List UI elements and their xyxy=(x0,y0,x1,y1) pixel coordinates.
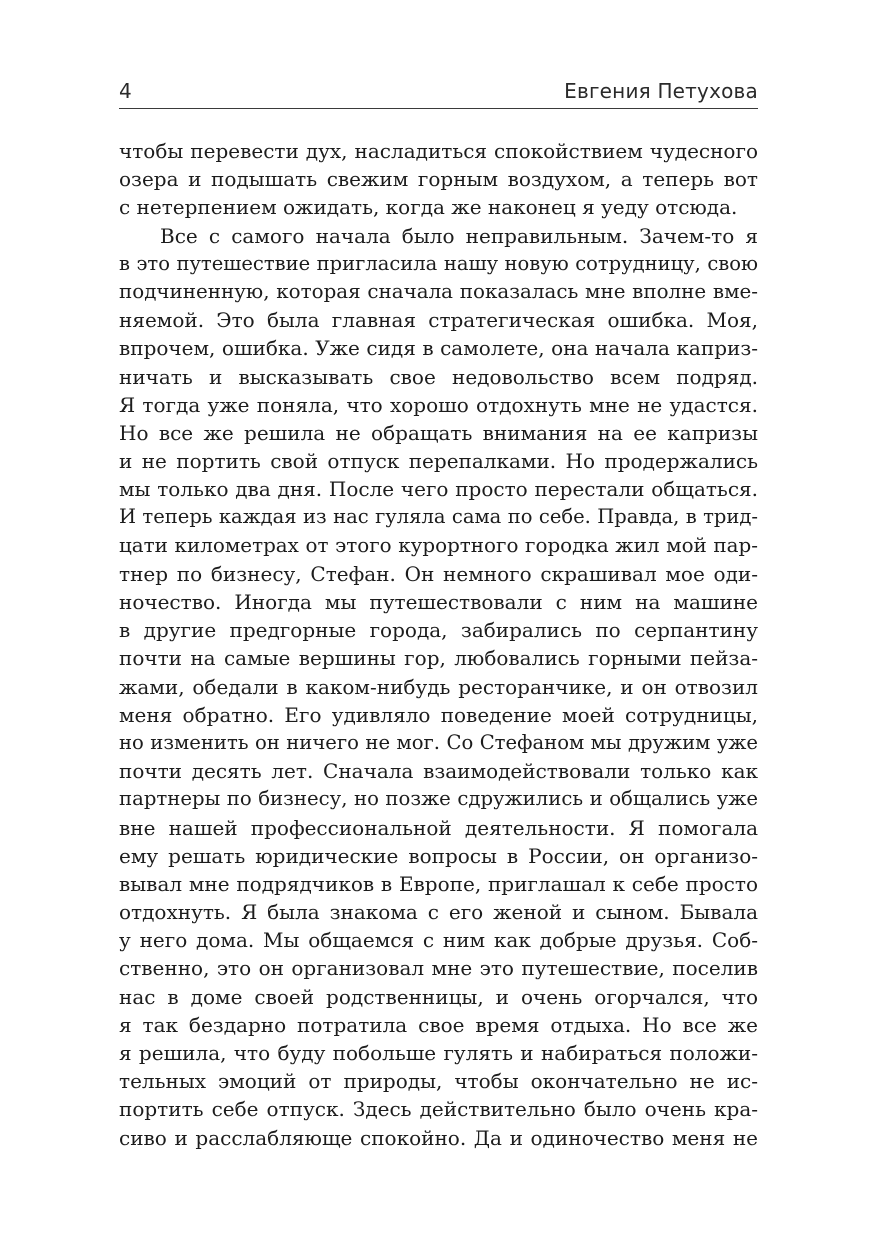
text-line: тельных эмоций от природы, чтобы окончательно не ис- xyxy=(119,1069,758,1094)
text-line: ночество. Иногда мы путешествовали с ним на машине xyxy=(119,590,758,614)
text-line: с нетерпением ожидать, когда же наконец я уеду отсюда. xyxy=(119,195,738,220)
text-line: почти на самые вершины гор, любовались горными пейза- xyxy=(119,646,758,671)
text-line: партнеры по бизнесу, но позже сдружились и общались уже xyxy=(119,787,758,811)
text-line: цати километрах от этого курортного городка жил мой пар- xyxy=(119,533,758,557)
text-line: меня обратно. Его удивляло поведение моей сотрудницы, xyxy=(119,702,758,727)
header-rule xyxy=(119,108,758,109)
paragraph-1 xyxy=(119,137,758,222)
text-line: ничать и высказывать свое недовольство всем подряд. xyxy=(119,364,758,389)
text-line: ему решать юридические вопросы в России, он организо- xyxy=(119,843,758,868)
text-line: портить себе отпуск. Здесь действительно было очень кра- xyxy=(119,1097,758,1122)
text-line: у него дома. Мы общаемся с ним как добрые друзья. Соб- xyxy=(119,928,758,953)
text-line: подчиненную, которая сначала показалась мне вполне вме- xyxy=(119,279,758,303)
text-line: жами, обедали в каком-нибудь ресторанчике, и он отвозил xyxy=(119,674,758,699)
text-line: я так бездарно потратила свое время отдыха. Но все же xyxy=(119,1012,758,1037)
text-line: тнер по бизнесу, Стефан. Он немного скрашивал мое оди- xyxy=(119,561,758,586)
text-line: в это путешествие пригласила нашу новую сотрудницу, свою xyxy=(119,251,758,275)
text-line: ственно, это он организовал мне это путешествие, поселив xyxy=(119,956,758,981)
text-line: отдохнуть. Я была знакома с его женой и сыном. Бывала xyxy=(119,900,758,925)
text-line: но изменить он ничего не мог. Со Стефаном мы дружим уже xyxy=(119,730,758,754)
paragraph-2 xyxy=(119,222,758,1152)
text-line: И теперь каждая из нас гуляла сама по себе. Правда, в трид- xyxy=(119,505,758,529)
text-line: мы только два дня. После чего просто перестали общаться. xyxy=(119,477,758,502)
text-line: Я тогда уже поняла, что хорошо отдохнуть мне не удастся. xyxy=(119,392,758,417)
text-line: почти десять лет. Сначала взаимодействовали только как xyxy=(119,759,758,784)
running-head-author: Евгения Петухова xyxy=(564,79,758,103)
text-line: впрочем, ошибка. Уже сидя в самолете, она начала каприз- xyxy=(119,336,758,361)
text-line: Но все же решила не обращать внимания на ее капризы xyxy=(119,420,758,445)
page-number: 4 xyxy=(119,79,132,103)
running-head xyxy=(119,78,758,104)
text-line: вывал мне подрядчиков в Европе, приглашал к себе просто xyxy=(119,871,758,896)
body-text xyxy=(119,137,758,1152)
text-line: чтобы перевести дух, насладиться спокойствием чудесного xyxy=(119,139,758,163)
text-line: и не портить свой отпуск перепалками. Но продержались xyxy=(119,449,758,474)
text-line: в другие предгорные города, забирались по серпантину xyxy=(119,618,758,643)
text-line: сиво и расслабляюще спокойно. Да и одиночество меня не xyxy=(119,1125,758,1150)
text-line: нас в доме своей родственницы, и очень огорчался, что xyxy=(119,984,758,1009)
text-line: озера и подышать свежим горным воздухом, а теперь вот xyxy=(119,167,758,192)
text-line: вне нашей профессиональной деятельности. Я помогала xyxy=(119,815,758,840)
text-line: Все с самого начала было неправильным. Зачем-то я xyxy=(160,223,758,248)
text-line: няемой. Это была главная стратегическая ошибка. Моя, xyxy=(119,308,758,333)
text-line: я решила, что буду побольше гулять и набираться положи- xyxy=(119,1041,758,1065)
